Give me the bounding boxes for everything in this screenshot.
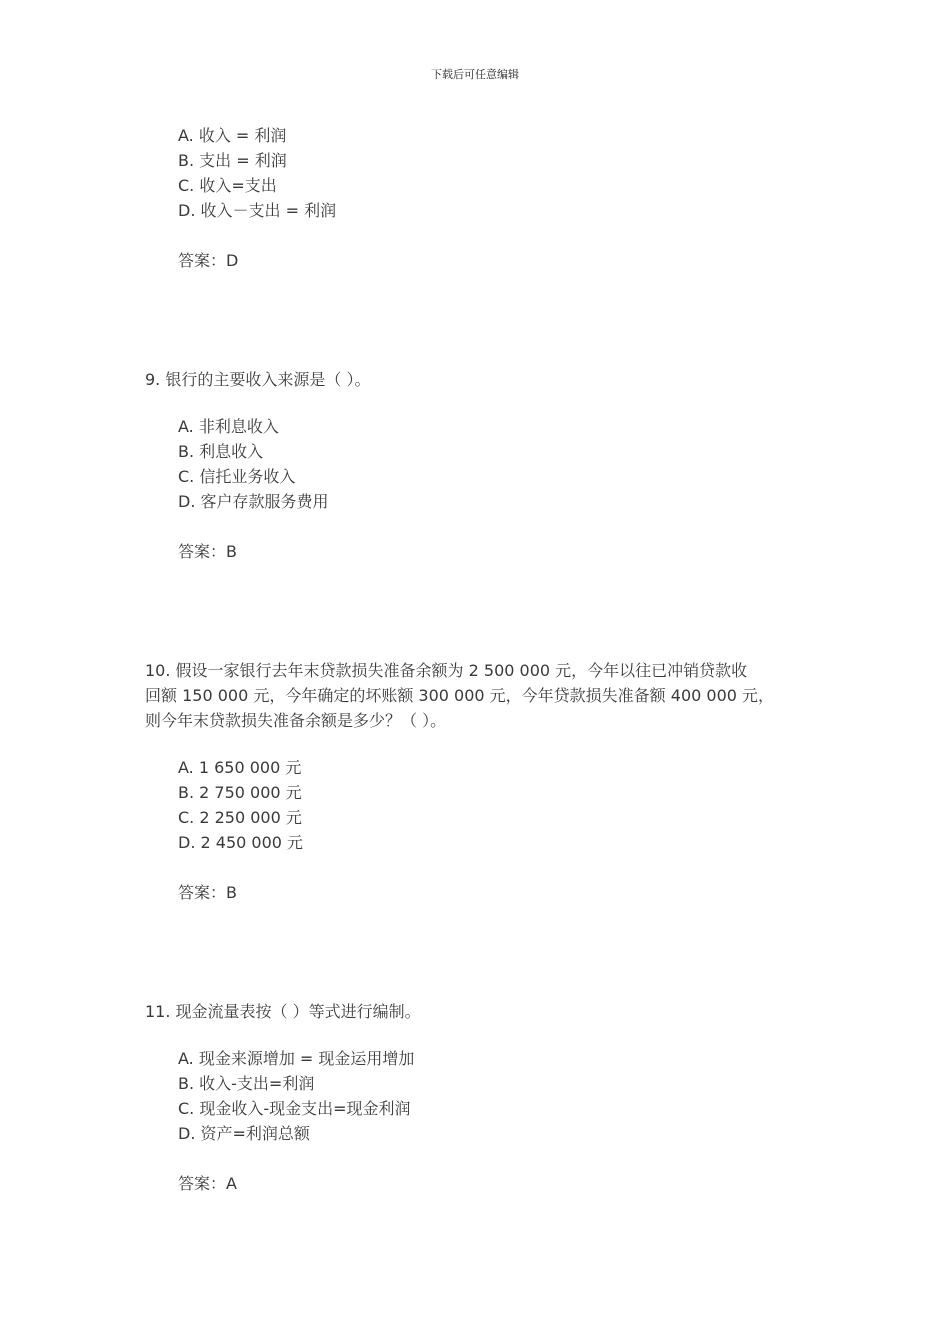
q8-option-a: A. 收入 = 利润 <box>178 126 287 145</box>
q8-answer: 答案：D <box>178 251 239 270</box>
q11-options <box>178 1046 414 1146</box>
q8-option-d: D. 收入－支出 = 利润 <box>178 201 337 220</box>
q10-option-a: A. 1 650 000 元 <box>178 758 302 777</box>
q11-option-a: A. 现金来源增加 = 现金运用增加 <box>178 1049 415 1068</box>
q8-options <box>178 123 336 223</box>
q11-option-d: D. 资产=利润总额 <box>178 1124 310 1143</box>
q10-question <box>145 658 825 733</box>
q9-option-c: C. 信托业务收入 <box>178 467 296 486</box>
q11-question: 11. 现金流量表按（ ）等式进行编制。 <box>145 1002 421 1021</box>
q10-answer: 答案：B <box>178 883 237 902</box>
q10-question-line-3: 则今年末贷款损失准备余额是多少？（ ）。 <box>145 711 447 730</box>
q11-answer: 答案：A <box>178 1174 237 1193</box>
q10-option-c: C. 2 250 000 元 <box>178 808 302 827</box>
page-header: 下载后可任意编辑 <box>431 68 519 81</box>
q10-question-line-2: 回额 150 000 元，今年确定的坏账额 300 000 元，今年贷款损失准备额 400 000 元， <box>145 686 775 705</box>
q9-options <box>178 414 329 514</box>
q9-option-b: B. 利息收入 <box>178 442 264 461</box>
q10-options <box>178 755 303 855</box>
q9-option-a: A. 非利息收入 <box>178 417 279 436</box>
q8-option-b: B. 支出 = 利润 <box>178 151 287 170</box>
q11-option-b: B. 收入-支出=利润 <box>178 1074 315 1093</box>
q9-answer: 答案：B <box>178 542 237 561</box>
q10-option-d: D. 2 450 000 元 <box>178 833 304 852</box>
q10-option-b: B. 2 750 000 元 <box>178 783 302 802</box>
q8-option-c: C. 收入=支出 <box>178 176 277 195</box>
q11-option-c: C. 现金收入-现金支出=现金利润 <box>178 1099 411 1118</box>
q10-question-line-1: 10. 假设一家银行去年末贷款损失准备余额为 2 500 000 元，今年以往已冲销贷款收 <box>145 661 748 680</box>
q9-option-d: D. 客户存款服务费用 <box>178 492 329 511</box>
q9-question: 9. 银行的主要收入来源是（ ）。 <box>145 370 371 389</box>
